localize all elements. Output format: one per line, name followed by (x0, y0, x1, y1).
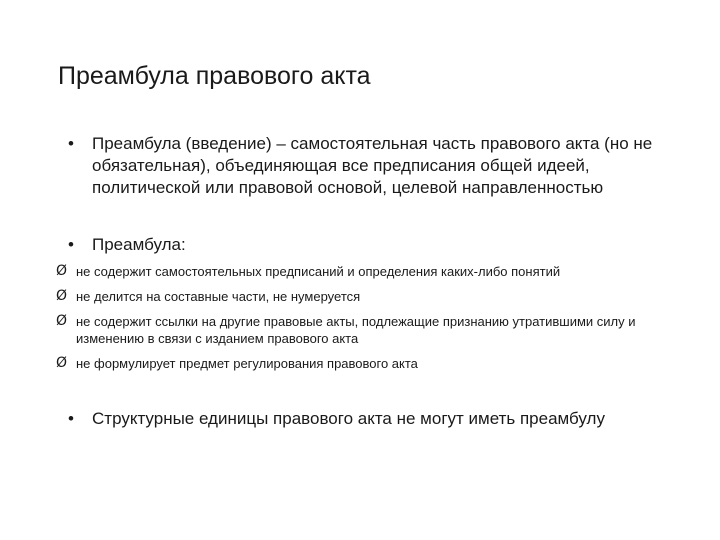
sub-item (56, 313, 656, 347)
bullet-marker: • (68, 409, 74, 428)
sub-item-text: не содержит ссылки на другие правовые акты, подлежащие признанию утратившими силу и изменению в связи с изданием правового акта (76, 314, 636, 346)
sub-item (56, 263, 676, 280)
bullet-preamble-heading (68, 234, 678, 256)
arrow-bullet-icon: Ø (56, 288, 68, 304)
bullet-marker: • (68, 235, 74, 254)
sub-item-text: не делится на составные части, не нумеруется (76, 289, 361, 304)
slide-title: Преамбула правового акта (58, 62, 371, 90)
bullet-structural-units-text: Структурные единицы правового акта не могут иметь преамбулу (92, 409, 605, 428)
sub-item (56, 288, 676, 305)
sub-item-text: не формулирует предмет регулирования правового акта (76, 356, 418, 371)
bullet-definition (68, 133, 678, 199)
sub-item (56, 355, 676, 372)
bullet-definition-text: Преамбула (введение) – самостоятельная часть правового акта (но не обязательная), объединяющая все предписания общей идеей, политической или правовой основой, целевой направленностью (92, 134, 653, 197)
arrow-bullet-icon: Ø (56, 263, 68, 279)
bullet-marker: • (68, 134, 74, 153)
bullet-structural-units (68, 408, 678, 430)
arrow-bullet-icon: Ø (56, 313, 68, 329)
arrow-bullet-icon: Ø (56, 355, 68, 371)
bullet-preamble-heading-text: Преамбула: (92, 235, 186, 254)
sub-item-text: не содержит самостоятельных предписаний и определения каких-либо понятий (76, 264, 561, 279)
